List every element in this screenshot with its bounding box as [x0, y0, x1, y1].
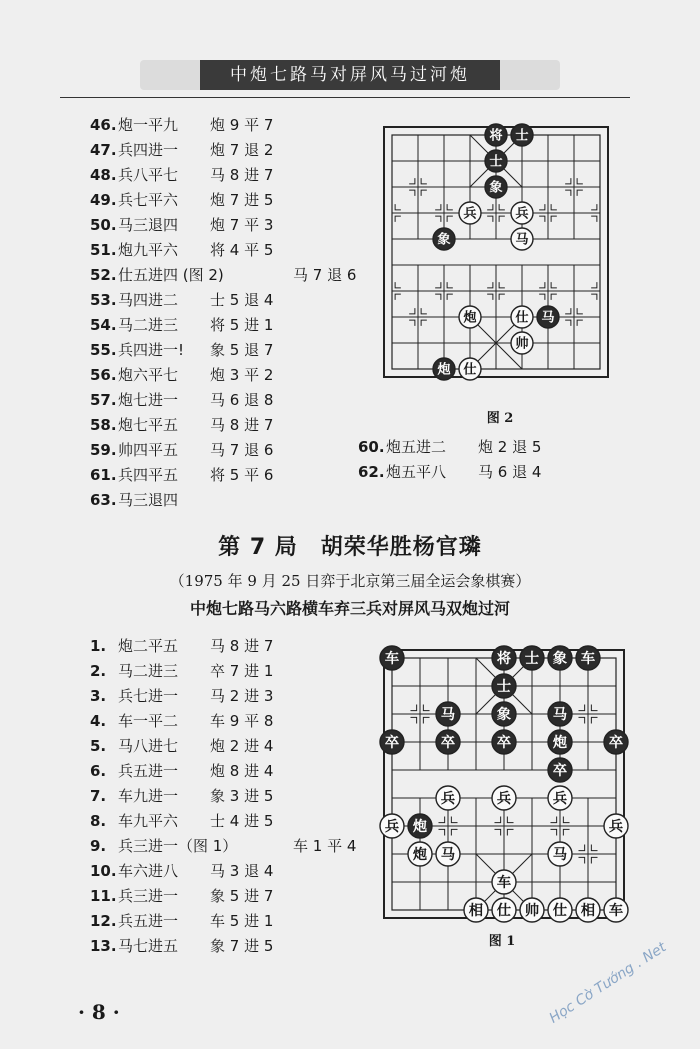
position-mark — [410, 717, 416, 723]
black-move: 马 8 进 7 — [210, 637, 274, 655]
black-move: 炮 8 进 4 — [210, 762, 274, 780]
piece-label: 士 — [524, 651, 540, 668]
position-mark — [591, 704, 597, 710]
figure-caption-1: 图 1 — [488, 934, 516, 949]
figure-caption-2: 图 2 — [486, 411, 514, 426]
piece-label: 炮 — [463, 310, 477, 326]
move-number: 7. — [90, 787, 107, 805]
red-move: 马七进五 — [118, 937, 179, 955]
position-mark — [395, 216, 401, 222]
move-number: 53. — [90, 291, 117, 309]
move-number: 12. — [90, 912, 117, 930]
position-mark — [551, 216, 557, 222]
position-mark — [563, 829, 569, 835]
move-row — [90, 188, 356, 213]
watermark: Học Cờ Tướng . Net — [546, 939, 670, 1027]
move-number: 5. — [90, 737, 107, 755]
red-move: 车九平六 — [118, 812, 179, 830]
piece-label: 卒 — [384, 735, 400, 752]
move-number: 50. — [90, 216, 117, 234]
piece-label: 将 — [496, 651, 512, 668]
position-mark — [577, 308, 583, 314]
black-move: 车 5 进 1 — [210, 912, 274, 930]
move-number: 59. — [90, 441, 117, 459]
move-row — [90, 759, 356, 784]
position-mark — [539, 204, 545, 210]
piece-label: 炮 — [412, 847, 428, 864]
move-row — [90, 338, 356, 363]
move-row — [358, 460, 541, 485]
position-mark — [409, 308, 415, 314]
position-mark — [550, 829, 556, 835]
position-mark — [487, 216, 493, 222]
move-number: 11. — [90, 887, 117, 905]
position-mark — [565, 308, 571, 314]
move-number: 56. — [90, 366, 117, 384]
red-move: 车九进一 — [118, 787, 179, 805]
move-row — [90, 859, 356, 884]
move-row — [90, 263, 356, 288]
position-mark — [494, 816, 500, 822]
red-move: 车六进八 — [118, 862, 179, 880]
move-row — [90, 163, 356, 188]
position-mark — [423, 704, 429, 710]
board-figure-1 — [372, 640, 632, 928]
position-mark — [539, 294, 545, 300]
move-number: 51. — [90, 241, 117, 259]
position-mark — [395, 294, 401, 300]
black-move: 炮 2 退 5 — [478, 438, 542, 456]
piece-label: 仕 — [496, 903, 512, 920]
position-mark — [550, 816, 556, 822]
position-mark — [578, 857, 584, 863]
red-move: 马二进三 — [118, 316, 179, 334]
red-move: 马四进二 — [118, 291, 179, 309]
piece-label: 炮 — [552, 735, 568, 752]
position-mark — [577, 320, 583, 326]
move-number: 47. — [90, 141, 117, 159]
position-mark — [507, 816, 513, 822]
black-move: 象 3 进 5 — [210, 787, 274, 805]
position-mark — [447, 282, 453, 288]
move-row — [90, 138, 356, 163]
position-mark — [438, 829, 444, 835]
red-move: 兵四进一 — [118, 141, 179, 159]
move-number: 57. — [90, 391, 117, 409]
piece-label: 象 — [496, 707, 512, 724]
move-number: 63. — [90, 491, 117, 509]
red-move: 兵三进一 — [118, 887, 179, 905]
piece-label: 卒 — [608, 735, 624, 752]
piece-label: 兵 — [440, 791, 456, 808]
piece-label: 相 — [580, 903, 596, 920]
black-move: 马 6 退 4 — [478, 463, 542, 481]
move-number: 61. — [90, 466, 117, 484]
move-number: 60. — [358, 438, 385, 456]
move-row — [90, 884, 356, 909]
move-number: 2. — [90, 662, 107, 680]
position-mark — [591, 717, 597, 723]
black-move: 士 5 退 4 — [210, 291, 274, 309]
piece-label: 兵 — [515, 206, 529, 222]
position-mark — [591, 857, 597, 863]
black-move: 象 5 进 7 — [210, 887, 274, 905]
black-move: 士 4 进 5 — [210, 812, 274, 830]
red-move: 马三退四 — [118, 491, 179, 509]
position-mark — [565, 178, 571, 184]
piece-label: 马 — [440, 847, 456, 864]
piece-label: 马 — [541, 310, 555, 326]
move-number: 9. — [90, 837, 107, 855]
game-subtitle: （1975 年 9 月 25 日弈于北京第三届全运会象棋赛） — [169, 572, 531, 590]
red-move: 炮五平八 — [386, 463, 447, 481]
position-mark — [499, 282, 505, 288]
red-move: 帅四平五 — [118, 441, 179, 459]
position-mark — [438, 816, 444, 822]
move-number: 1. — [90, 637, 107, 655]
move-row — [90, 634, 356, 659]
position-mark — [395, 204, 401, 210]
black-move: 车 9 平 8 — [210, 712, 274, 730]
red-move: 炮二平五 — [118, 637, 179, 655]
position-mark — [551, 204, 557, 210]
position-mark — [499, 204, 505, 210]
piece-label: 仕 — [552, 903, 568, 920]
move-row — [90, 413, 356, 438]
red-move: 兵五进一 — [118, 912, 179, 930]
piece-label: 象 — [437, 232, 451, 248]
red-move: 兵四进一! — [118, 341, 185, 359]
page-number: · 8 · — [78, 1000, 120, 1024]
move-row — [90, 809, 356, 834]
red-move: 兵五进一 — [118, 762, 179, 780]
move-row — [90, 113, 356, 138]
move-row — [90, 684, 356, 709]
position-mark — [409, 178, 415, 184]
black-move: 马 7 退 6 — [293, 266, 357, 284]
piece-label: 仕 — [515, 310, 529, 326]
move-row — [90, 238, 356, 263]
position-mark — [421, 178, 427, 184]
move-number: 49. — [90, 191, 117, 209]
position-mark — [591, 844, 597, 850]
position-mark — [565, 190, 571, 196]
position-mark — [451, 816, 457, 822]
position-mark — [591, 204, 597, 210]
position-mark — [494, 829, 500, 835]
piece-label: 兵 — [608, 819, 624, 836]
position-mark — [591, 294, 597, 300]
move-number: 3. — [90, 687, 107, 705]
piece-label: 车 — [384, 651, 400, 668]
black-move: 马 8 进 7 — [210, 166, 274, 184]
position-mark — [409, 320, 415, 326]
red-move: 炮七平五 — [118, 416, 179, 434]
piece-label: 兵 — [552, 791, 568, 808]
red-move: 车一平二 — [118, 712, 179, 730]
black-move: 将 5 进 1 — [210, 316, 274, 334]
position-mark — [539, 216, 545, 222]
piece-label: 马 — [515, 232, 529, 248]
position-mark — [565, 320, 571, 326]
piece-label: 将 — [489, 128, 503, 144]
red-move: 兵三进一（图 1） — [118, 837, 238, 855]
red-move: 兵四平五 — [118, 466, 179, 484]
red-move: 炮五进二 — [386, 438, 447, 456]
black-move: 马 7 退 6 — [210, 441, 274, 459]
position-mark — [421, 308, 427, 314]
position-mark — [421, 190, 427, 196]
piece-label: 仕 — [463, 362, 477, 378]
move-list-continued — [90, 113, 356, 513]
black-move: 马 2 进 3 — [210, 687, 274, 705]
move-list-game-7 — [90, 634, 356, 959]
piece-label: 象 — [552, 651, 568, 668]
piece-label: 卒 — [440, 735, 456, 752]
position-mark — [499, 216, 505, 222]
black-move: 将 5 平 6 — [210, 466, 274, 484]
red-move: 兵七平六 — [118, 191, 179, 209]
piece-label: 马 — [552, 847, 568, 864]
position-mark — [395, 282, 401, 288]
piece-label: 士 — [496, 679, 512, 696]
move-row — [90, 213, 356, 238]
header-rule — [60, 97, 630, 98]
move-list-right — [358, 435, 541, 485]
move-row — [90, 934, 356, 959]
piece-label: 士 — [515, 128, 529, 144]
black-move: 马 3 退 4 — [210, 862, 274, 880]
red-move: 炮九平六 — [118, 241, 179, 259]
red-move: 仕五进四 (图 2) — [118, 266, 224, 284]
position-mark — [577, 190, 583, 196]
position-mark — [487, 282, 493, 288]
black-move: 象 7 进 5 — [210, 937, 274, 955]
position-mark — [591, 216, 597, 222]
position-mark — [499, 294, 505, 300]
position-mark — [435, 204, 441, 210]
position-mark — [551, 294, 557, 300]
red-move: 马八进七 — [118, 737, 179, 755]
position-mark — [577, 178, 583, 184]
move-row — [90, 438, 356, 463]
piece-label: 帅 — [515, 336, 529, 352]
piece-label: 相 — [468, 903, 484, 920]
move-row — [90, 784, 356, 809]
move-number: 62. — [358, 463, 385, 481]
red-move: 兵七进一 — [118, 687, 179, 705]
opening-name: 中炮七路马六路横车弃三兵对屏风马双炮过河 — [189, 599, 510, 618]
move-row — [90, 463, 356, 488]
piece-label: 帅 — [524, 903, 540, 920]
move-number: 6. — [90, 762, 107, 780]
position-mark — [591, 282, 597, 288]
black-move: 象 5 退 7 — [210, 341, 274, 359]
move-number: 46. — [90, 116, 117, 134]
black-move: 炮 2 进 4 — [210, 737, 274, 755]
position-mark — [578, 704, 584, 710]
black-move: 炮 3 平 2 — [210, 366, 274, 384]
position-mark — [563, 816, 569, 822]
piece-label: 车 — [608, 903, 624, 920]
red-move: 马三退四 — [118, 216, 179, 234]
xiangqi-board-fig2 — [372, 120, 612, 396]
black-move: 卒 7 进 1 — [210, 662, 274, 680]
black-move: 炮 7 平 3 — [210, 216, 274, 234]
position-mark — [435, 282, 441, 288]
position-mark — [487, 294, 493, 300]
running-header: 中炮七路马对屏风马过河炮 — [200, 60, 500, 90]
xiangqi-board-fig1 — [372, 640, 632, 924]
board-figure-2 — [372, 120, 612, 400]
move-row — [358, 435, 541, 460]
piece-label: 马 — [440, 707, 456, 724]
piece-label: 兵 — [463, 206, 477, 222]
piece-label: 兵 — [384, 819, 400, 836]
position-mark — [409, 190, 415, 196]
position-mark — [410, 704, 416, 710]
position-mark — [435, 294, 441, 300]
position-mark — [447, 216, 453, 222]
move-number: 54. — [90, 316, 117, 334]
black-move: 炮 9 平 7 — [210, 116, 274, 134]
move-number: 52. — [90, 266, 117, 284]
move-row — [90, 659, 356, 684]
piece-label: 车 — [496, 875, 512, 892]
position-mark — [551, 282, 557, 288]
piece-label: 卒 — [552, 763, 568, 780]
move-row — [90, 834, 356, 859]
piece-label: 马 — [552, 707, 568, 724]
position-mark — [578, 844, 584, 850]
move-row — [90, 363, 356, 388]
move-number: 10. — [90, 862, 117, 880]
piece-label: 车 — [580, 651, 596, 668]
move-row — [90, 734, 356, 759]
position-mark — [451, 829, 457, 835]
move-number: 8. — [90, 812, 107, 830]
black-move: 炮 7 退 2 — [210, 141, 274, 159]
piece-label: 兵 — [496, 791, 512, 808]
position-mark — [447, 204, 453, 210]
position-mark — [421, 320, 427, 326]
red-move: 炮六平七 — [118, 366, 179, 384]
move-number: 4. — [90, 712, 107, 730]
game-title: 第 7 局 胡荣华胜杨官璘 — [218, 535, 482, 560]
black-move: 马 6 退 8 — [210, 391, 274, 409]
black-move: 车 1 平 4 — [293, 837, 357, 855]
move-number: 55. — [90, 341, 117, 359]
move-row — [90, 488, 356, 513]
position-mark — [435, 216, 441, 222]
position-mark — [578, 717, 584, 723]
black-move: 将 4 平 5 — [210, 241, 274, 259]
position-mark — [539, 282, 545, 288]
move-row — [90, 288, 356, 313]
move-number: 48. — [90, 166, 117, 184]
move-row — [90, 388, 356, 413]
red-move: 炮一平九 — [118, 116, 179, 134]
piece-label: 炮 — [437, 362, 451, 378]
position-mark — [423, 717, 429, 723]
black-move: 马 8 进 7 — [210, 416, 274, 434]
red-move: 马二进三 — [118, 662, 179, 680]
red-move: 炮七进一 — [118, 391, 179, 409]
move-number: 13. — [90, 937, 117, 955]
piece-label: 炮 — [412, 819, 428, 836]
move-row — [90, 709, 356, 734]
piece-label: 卒 — [496, 735, 512, 752]
piece-label: 象 — [489, 180, 503, 196]
red-move: 兵八平七 — [118, 166, 179, 184]
piece-label: 士 — [489, 154, 503, 170]
black-move: 炮 7 进 5 — [210, 191, 274, 209]
position-mark — [487, 204, 493, 210]
position-mark — [447, 294, 453, 300]
move-row — [90, 313, 356, 338]
move-row — [90, 909, 356, 934]
position-mark — [507, 829, 513, 835]
move-number: 58. — [90, 416, 117, 434]
